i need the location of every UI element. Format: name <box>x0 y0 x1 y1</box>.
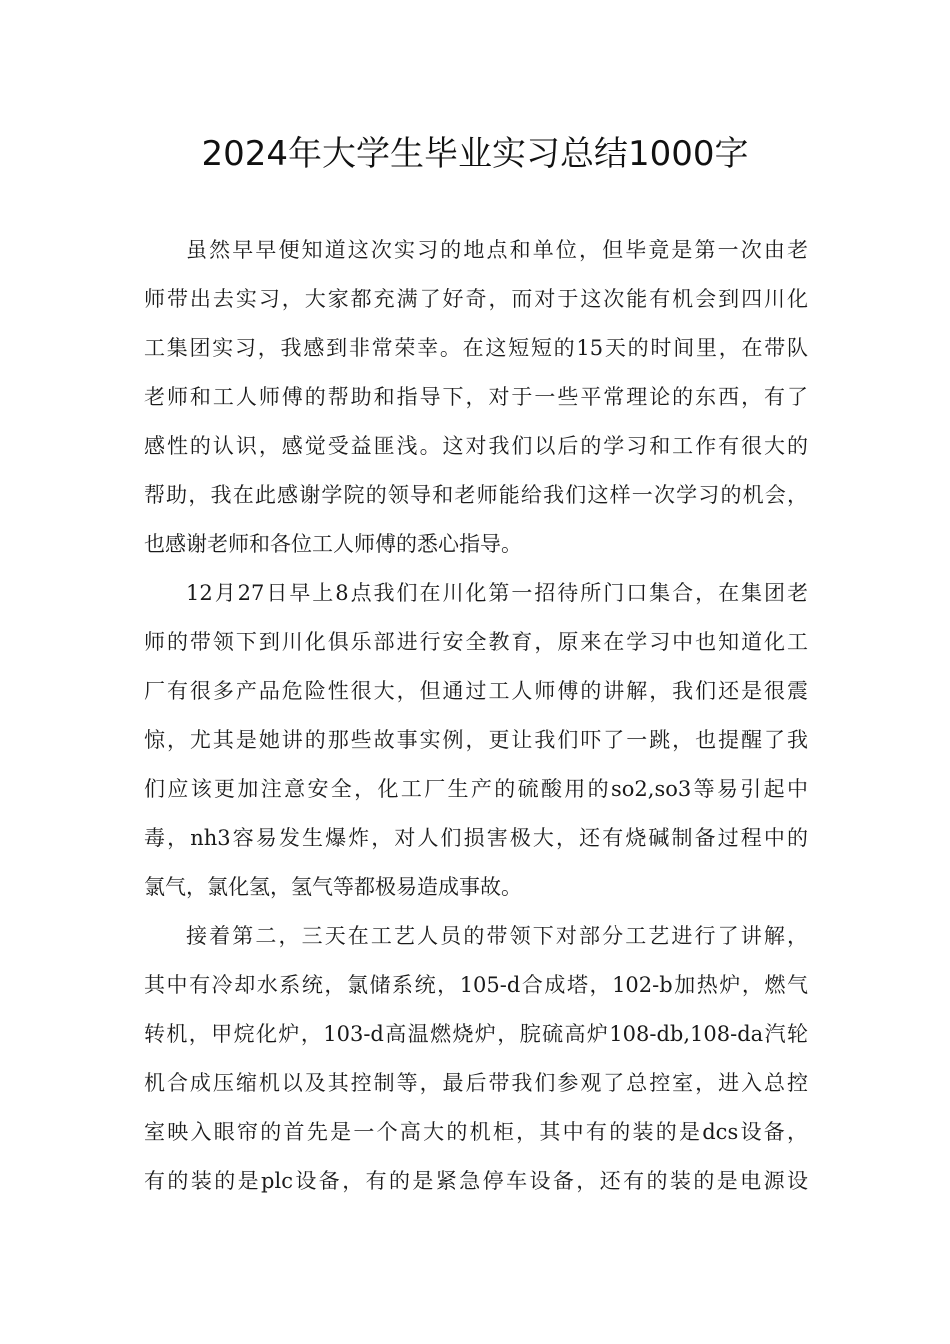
text-line: 接着第二，三天在工艺人员的带领下对部分工艺进行了讲解， <box>186 924 808 948</box>
text-line: 师带出去实习，大家都充满了好奇，而对于这次能有机会到四川化 <box>144 287 808 311</box>
text-line: 师的带领下到川化俱乐部进行安全教育，原来在学习中也知道化工 <box>144 630 808 654</box>
text-line: 12月27日早上8点我们在川化第一招待所门口集合，在集团老 <box>186 581 808 605</box>
text-line: 转机，甲烷化炉，103-d高温燃烧炉，脘硫高炉108-db,108-da汽轮 <box>144 1022 808 1046</box>
document-body <box>144 226 808 1206</box>
text-line: 们应该更加注意安全，化工厂生产的硫酸用的so2,so3等易引起中 <box>144 777 808 801</box>
text-line: 惊，尤其是她讲的那些故事实例，更让我们吓了一跳，也提醒了我 <box>144 728 808 752</box>
text-line: 其中有冷却水系统，氯储系统，105-d合成塔，102-b加热炉，燃气 <box>144 973 808 997</box>
text-line: 老师和工人师傅的帮助和指导下，对于一些平常理论的东西，有了 <box>144 385 808 409</box>
text-line: 也感谢老师和各位工人师傅的悉心指导。 <box>144 532 522 556</box>
text-line: 室映入眼帘的首先是一个高大的机柜，其中有的装的是dcs设备， <box>144 1120 808 1144</box>
text-line: 有的装的是plc设备，有的是紧急停车设备，还有的装的是电源设 <box>144 1169 808 1193</box>
paragraph-1 <box>144 226 808 569</box>
text-line: 工集团实习，我感到非常荣幸。在这短短的15天的时间里，在带队 <box>144 336 808 360</box>
document-title: 2024年大学生毕业实习总结1000字 <box>201 134 749 174</box>
text-line: 虽然早早便知道这次实习的地点和单位，但毕竟是第一次由老 <box>186 238 808 262</box>
text-line: 毒，nh3容易发生爆炸，对人们损害极大，还有烧碱制备过程中的 <box>144 826 808 850</box>
paragraph-2 <box>144 569 808 912</box>
text-line: 氯气，氯化氢，氢气等都极易造成事故。 <box>144 875 522 899</box>
text-line: 感性的认识，感觉受益匪浅。这对我们以后的学习和工作有很大的 <box>144 434 808 458</box>
text-line: 帮助，我在此感谢学院的领导和老师能给我们这样一次学习的机会， <box>144 483 808 507</box>
text-line: 机合成压缩机以及其控制等，最后带我们参观了总控室，进入总控 <box>144 1071 808 1095</box>
text-line: 厂有很多产品危险性很大，但通过工人师傅的讲解，我们还是很震 <box>144 679 808 703</box>
paragraph-3 <box>144 912 808 1206</box>
